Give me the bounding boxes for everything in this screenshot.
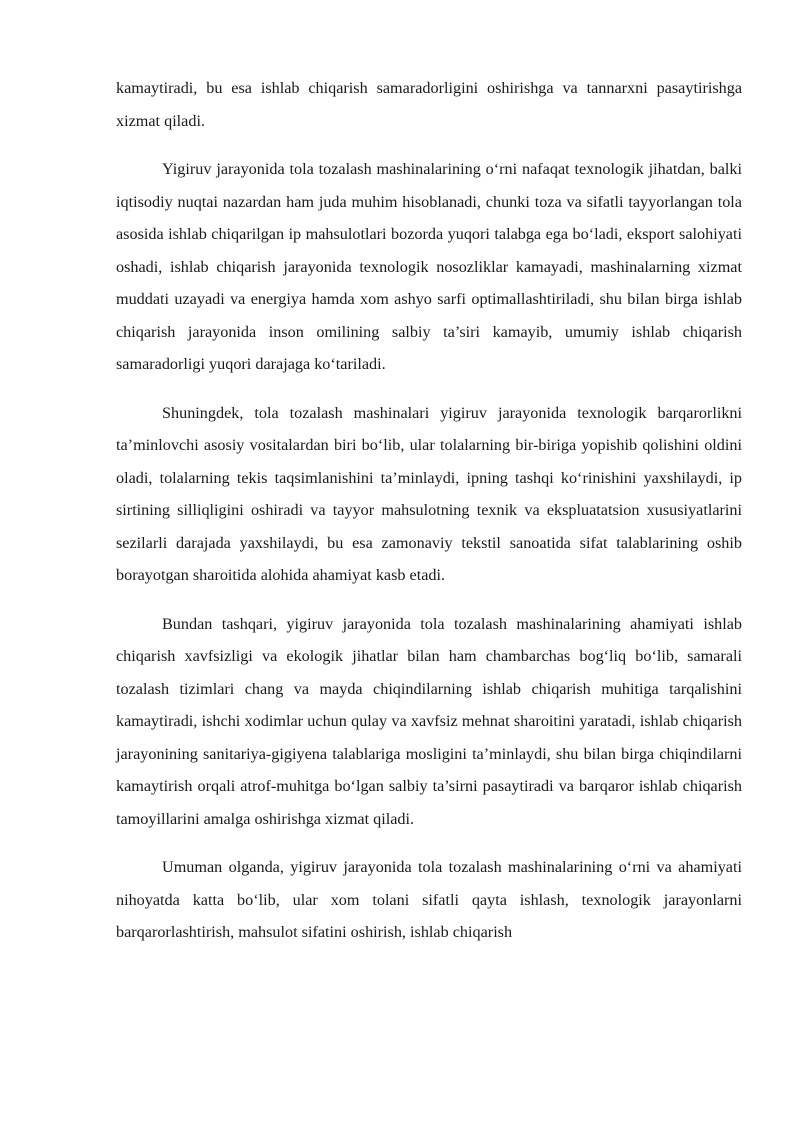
paragraph: Bundan tashqari, yigiruv jarayonida tola tozalash mashinalarining ahamiyati ishlab chiqarish xavfsizligi va ekologik jihatlar bilan ham chambarchas bog‘liq bo‘lib, samarali tozalash tizimlari chang va mayda chiqindilarning ishlab chiqarish muhitiga tarqalishini kamaytiradi, ishchi xodimlar uchun qulay va xavfsiz mehnat sharoitini yaratadi, ishlab chiqarish jarayonining sanitariya-gigiyena talablariga mosligini ta’minlaydi, shu bilan birga chiqindilarni kamaytirish orqali atrof-muhitga bo‘lgan salbiy ta’sirni pasaytiradi va barqaror ishlab chiqarish tamoyillarini amalga oshirishga xizmat qiladi.	[116, 614, 742, 828]
paragraph: Umuman olganda, yigiruv jarayonida tola tozalash mashinalarining o‘rni va ahamiyati nihoyatda katta bo‘lib, ular xom tolani sifatli qayta ishlash, texnologik jarayonlarni barqarorlashtirish, mahsulot sifatini oshirish, ishlab chiqarish	[116, 858, 742, 941]
paragraph-continuation: kamaytiradi, bu esa ishlab chiqarish samaradorligini oshirishga va tannarxni pasaytirishga xizmat qiladi.	[116, 79, 742, 130]
paragraph: Yigiruv jarayonida tola tozalash mashinalarining o‘rni nafaqat texnologik jihatdan, balki iqtisodiy nuqtai nazardan ham juda muhim hisoblanadi, chunki toza va sifatli tayyorlangan tola asosida ishlab chiqarilgan ip mahsulotlari bozorda yuqori talabga ega bo‘ladi, eksport salohiyati oshadi, ishlab chiqarish jarayonida texnologik nosozliklar kamayadi, mashinalarning xizmat muddati uzayadi va energiya hamda xom ashyo sarfi optimallashtiriladi, shu bilan birga ishlab chiqarish jarayonida inson omilining salbiy ta’siri kamayib, umumiy ishlab chiqarish samaradorligi yuqori darajaga ko‘tariladi.	[116, 160, 742, 373]
paragraph: Shuningdek, tola tozalash mashinalari yigiruv jarayonida texnologik barqarorlikni ta’minlovchi asosiy vositalardan biri bo‘lib, ular tolalarning bir-biriga yopishib qolishini oldini oladi, tolalarning tekis taqsimlanishini ta’minlaydi, ipning tashqi ko‘rinishini yaxshilaydi, ip sirtining silliqligini oshiradi va tayyor mahsulotning texnik va ekspluatatsion xususiyatlarini sezilarli darajada yaxshilaydi, bu esa zamonaviy tekstil sanoatida sifat talablarining oshib borayotgan sharoitida alohida ahamiyat kasb etadi.	[116, 403, 742, 584]
document-page	[116, 72, 742, 965]
